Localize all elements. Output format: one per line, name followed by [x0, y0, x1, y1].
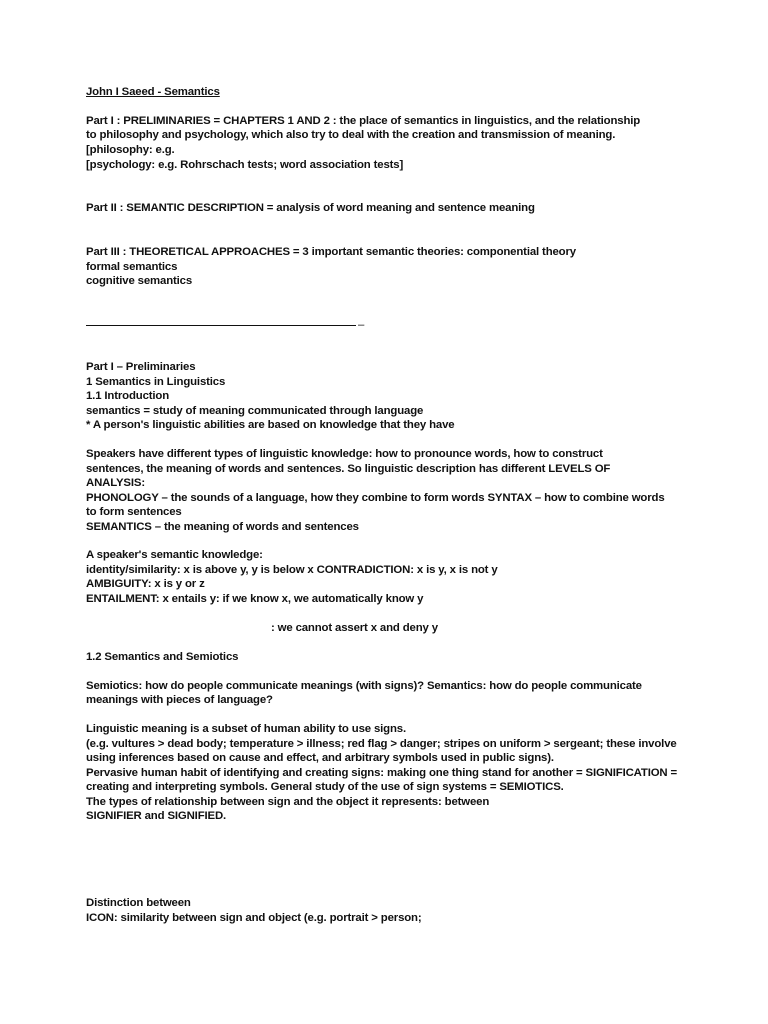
paragraph-line: Pervasive human habit of identifying and creating signs: making one thing stand for another = SIGNIFICATION =: [86, 767, 678, 779]
paragraph-line: identity/similarity: x is above y, y is below x CONTRADICTION: x is y, x is not y: [86, 564, 498, 576]
subsection-heading: 1.1 Introduction: [86, 390, 170, 402]
paragraph-line: Linguistic meaning is a subset of human ability to use signs.: [86, 723, 406, 735]
bullet-line: * A person's linguistic abilities are based on knowledge that they have: [86, 419, 455, 431]
paragraph-line: SIGNIFIER and SIGNIFIED.: [86, 810, 227, 822]
paragraph-line: AMBIGUITY: x is y or z: [86, 578, 205, 590]
part3-line: Part III : THEORETICAL APPROACHES = 3 important semantic theories: componential theory: [86, 246, 576, 258]
chapter-heading: 1 Semantics in Linguistics: [86, 376, 226, 388]
document-title: John I Saeed - Semantics: [86, 86, 220, 98]
paragraph-line: meanings with pieces of language?: [86, 694, 273, 706]
paragraph-line: ENTAILMENT: x entails y: if we know x, we automatically know y: [86, 593, 424, 605]
part1-line: Part I : PRELIMINARIES = CHAPTERS 1 AND 2 : the place of semantics in linguistics, and the relationship: [86, 115, 641, 127]
section-divider: [86, 325, 356, 326]
paragraph-line: creating and interpreting symbols. General study of the use of sign systems = SEMIOTICS.: [86, 781, 564, 793]
section-heading: Part I – Preliminaries: [86, 361, 196, 373]
definition-line: semantics = study of meaning communicated through language: [86, 405, 424, 417]
part1-line: [psychology: e.g. Rohrschach tests; word association tests]: [86, 159, 404, 171]
paragraph-line: sentences, the meaning of words and sentences. So linguistic description has different LEVELS OF: [86, 463, 611, 475]
paragraph-line: Speakers have different types of linguistic knowledge: how to pronounce words, how to construct: [86, 448, 603, 460]
paragraph-line: A speaker's semantic knowledge:: [86, 549, 263, 561]
paragraph-line: The types of relationship between sign and the object it represents: between: [86, 796, 490, 808]
paragraph-line: Distinction between: [86, 897, 191, 909]
paragraph-line: PHONOLOGY – the sounds of a language, how they combine to form words SYNTAX – how to combine words: [86, 492, 665, 504]
paragraph-line: Semiotics: how do people communicate meanings (with signs)? Semantics: how do people communicate: [86, 680, 642, 692]
part1-line: [philosophy: e.g.: [86, 144, 175, 156]
paragraph-line: to form sentences: [86, 506, 182, 518]
paragraph-line: SEMANTICS – the meaning of words and sentences: [86, 521, 359, 533]
subsection-heading: 1.2 Semantics and Semiotics: [86, 651, 239, 663]
section-divider-tail: –: [358, 319, 365, 331]
part3-line: formal semantics: [86, 261, 178, 273]
paragraph-line: ANALYSIS:: [86, 477, 145, 489]
paragraph-line: (e.g. vultures > dead body; temperature > illness; red flag > danger; stripes on uniform > sergeant; these involve: [86, 738, 677, 750]
part3-line: cognitive semantics: [86, 275, 193, 287]
paragraph-line: : we cannot assert x and deny y: [271, 622, 438, 634]
paragraph-line: using inferences based on cause and effect, and arbitrary symbols used in public signs).: [86, 752, 554, 764]
part2-line: Part II : SEMANTIC DESCRIPTION = analysis of word meaning and sentence meaning: [86, 202, 535, 214]
part1-line: to philosophy and psychology, which also try to deal with the creation and transmission of meaning.: [86, 129, 616, 141]
paragraph-line: ICON: similarity between sign and object (e.g. portrait > person;: [86, 912, 422, 924]
